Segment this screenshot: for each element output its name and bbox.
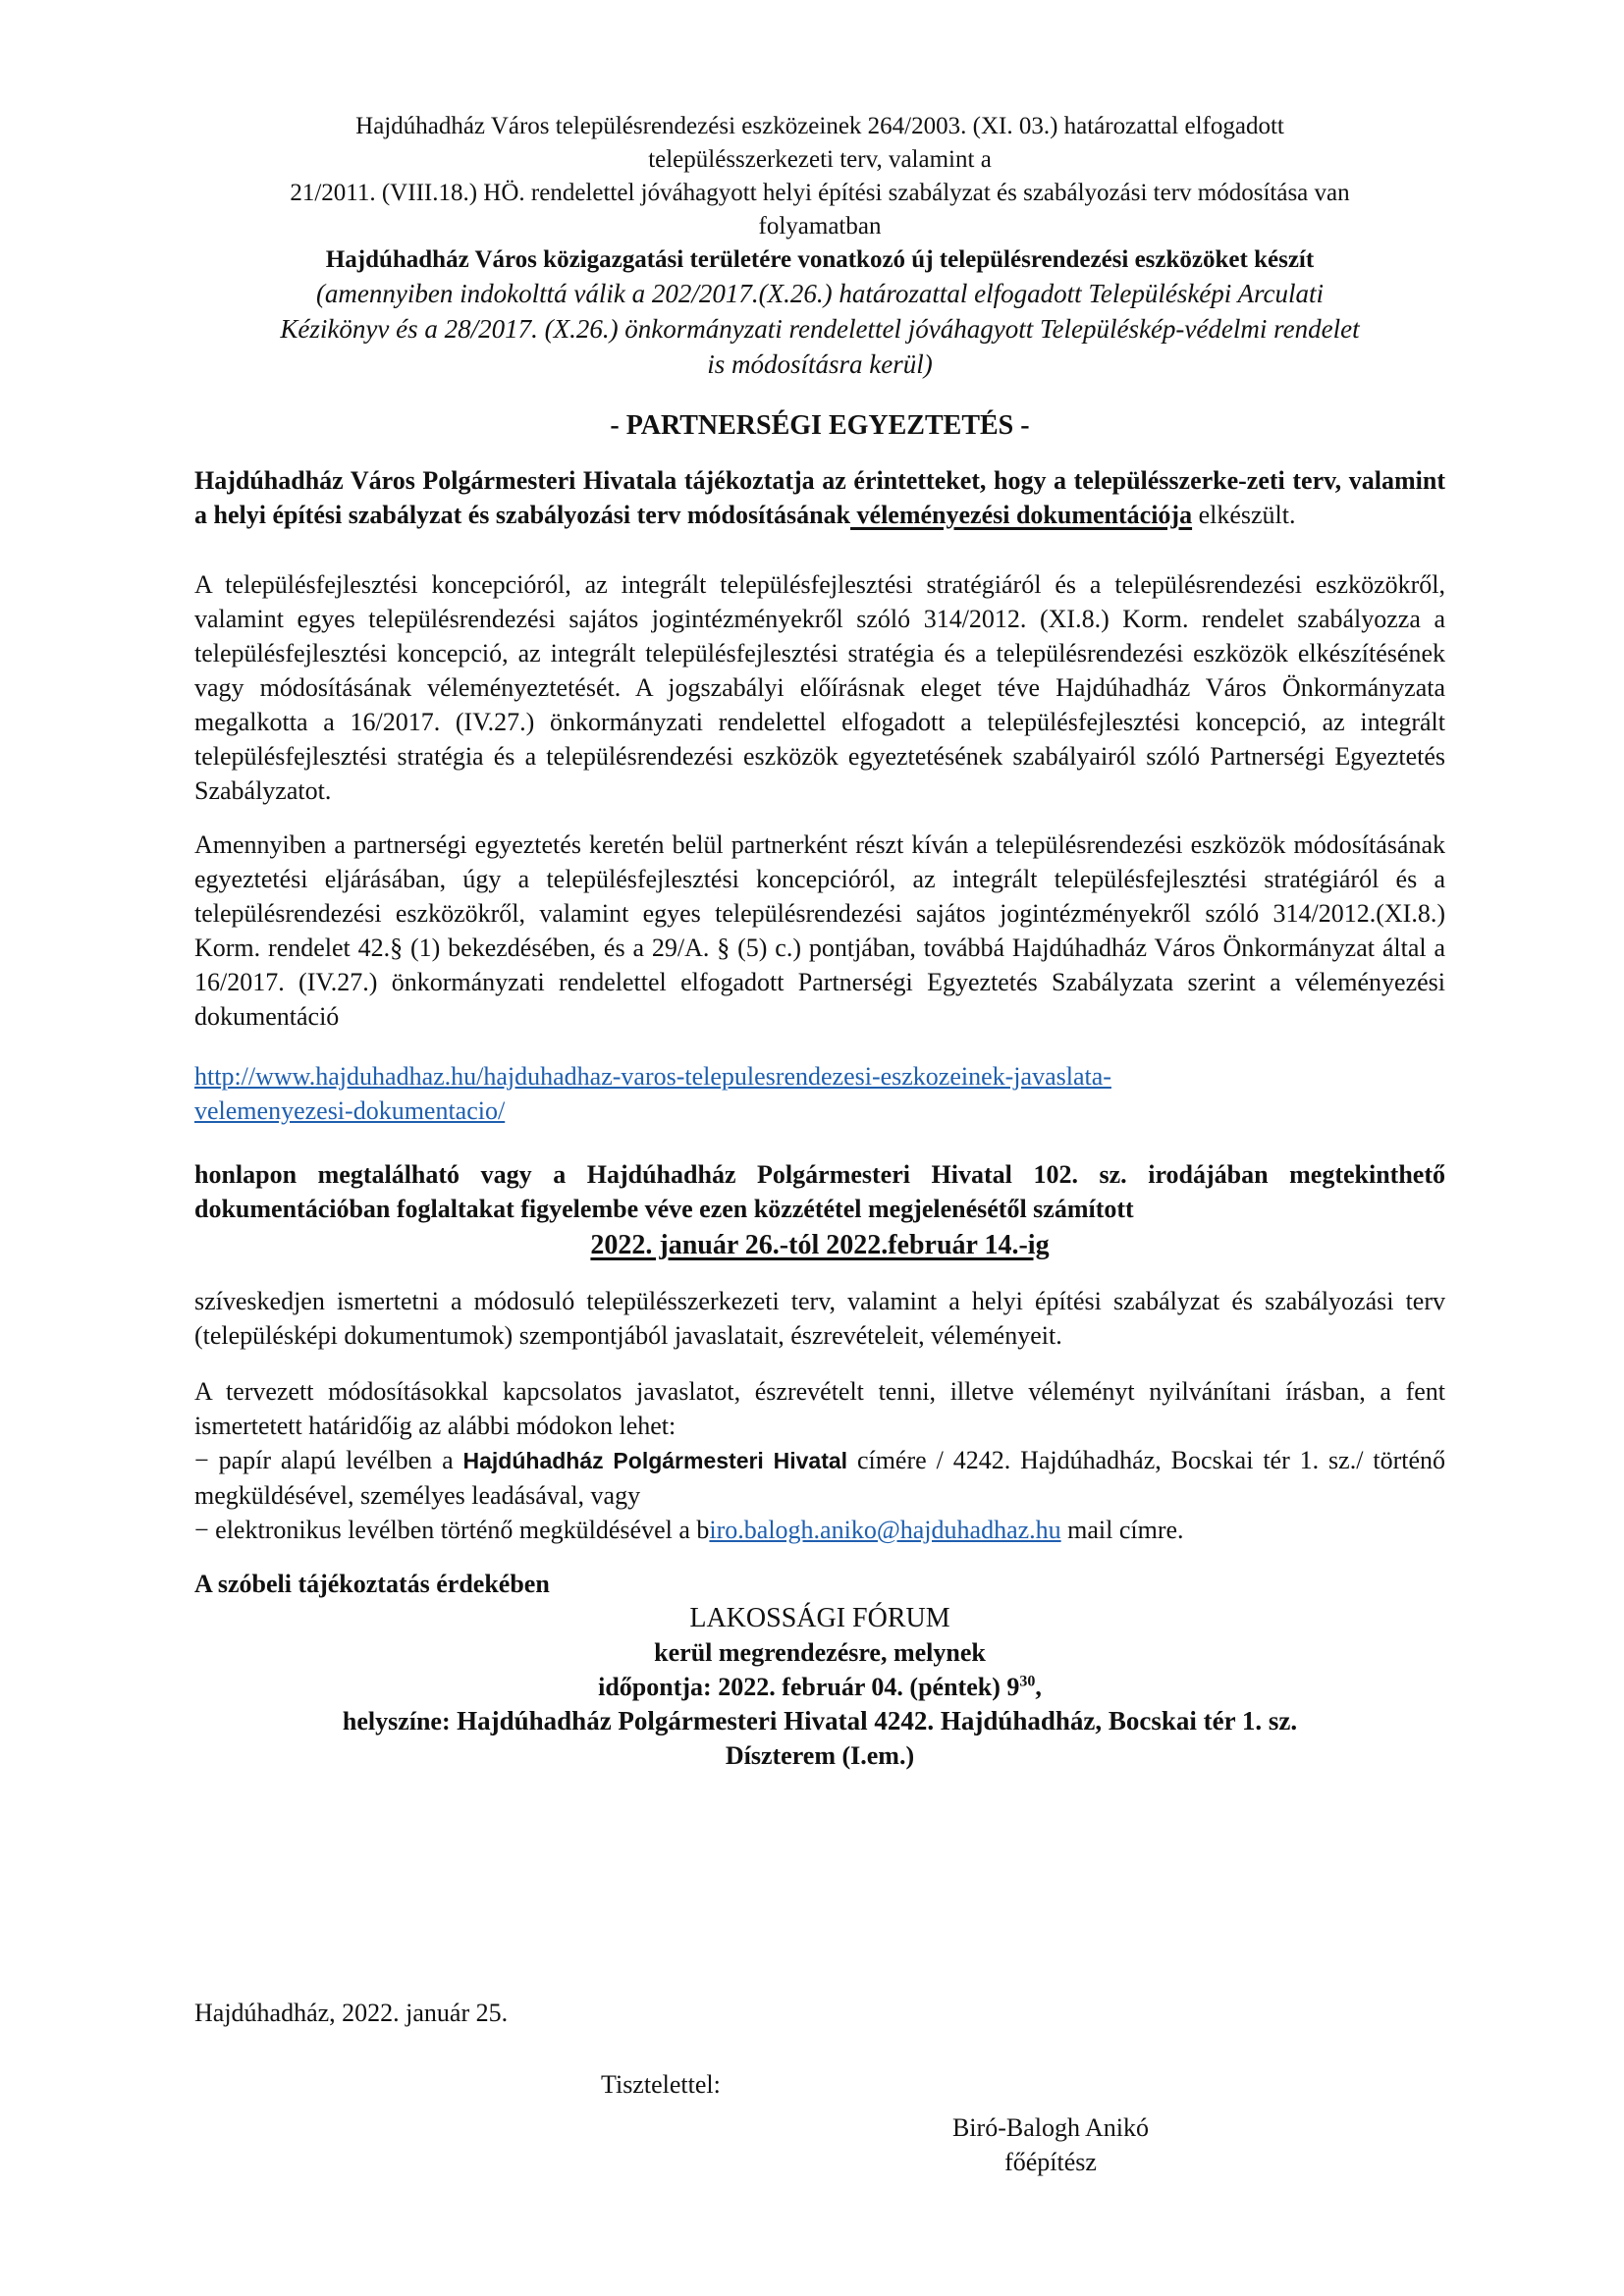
- documentation-link-line-2[interactable]: velemenyezesi-dokumentacio/: [194, 1096, 506, 1125]
- forum-time-minutes: 30: [1019, 1673, 1036, 1690]
- submission-item-paper: [194, 1443, 1445, 1513]
- forum-place-room: Díszterem (I.em.): [725, 1741, 915, 1770]
- document-title: - PARTNERSÉGI EGYEZTETÉS -: [610, 410, 1030, 441]
- submission-item-paper-post: címére / 4242. Hajdúhadház, Bocskai tér 1. sz./ történő megküldésével, személyes leadásával, vagy: [194, 1446, 1445, 1510]
- signature-block: [943, 2110, 1159, 2179]
- header-italic-line-3: is módosításra kerül): [707, 349, 933, 379]
- paragraph-availability: honlapon megtalálható vagy a Hajdúhadház Polgármesteri Hivatal 102. sz. irodájában megtekinthető dokumentációban foglaltakat figyelembe véve ezen közzététel megjelenésétől számított: [194, 1160, 1445, 1223]
- forum-time-tail: ,: [1035, 1673, 1042, 1701]
- header-line-4: folyamatban: [758, 213, 882, 240]
- intro-tail: elkészült.: [1192, 501, 1296, 529]
- intro-underlined-text: véleményezési dokumentációja: [850, 501, 1193, 529]
- header-line-2: településszerkezeti terv, valamint a: [648, 146, 992, 173]
- documentation-link-line-1[interactable]: http://www.hajduhadhaz.hu/hajduhadhaz-varos-telepulesrendezesi-eszkozeinek-javaslata-: [194, 1062, 1111, 1091]
- forum-time-text: időpontja: 2022. február 04. (péntek) 9: [598, 1673, 1020, 1701]
- document-page: [194, 110, 1445, 1773]
- intro-paragraph: [194, 463, 1445, 532]
- signer-name: Biró-Balogh Anikó: [951, 2113, 1150, 2142]
- paragraph-partnership: Amennyiben a partnerségi egyeztetés keretén belül partnerként részt kíván a településrendezési eszközök módosításának egyeztetési eljárásában, úgy a településfejlesztési koncepcióról, az integrált településfejlesztési stratégiáról és a településrendezési eszközökről, valamint egyes településrendezési sajátos jogintézményekről szóló 314/2012.(XI.8.) Korm. rendelet 42.§ (1) bekezdésében, és a 29/A. § (5) c.) pontjában, továbbá Hajdúhadház Város Önkormányzat által a 16/2017. (IV.27.) önkormányzati rendelettel elfogadott Partnerségi Egyeztetés Szabályzata szerint a véleményezési dokumentáció: [194, 830, 1445, 1031]
- forum-title: LAKOSSÁGI FÓRUM: [689, 1603, 950, 1633]
- header-line-3: 21/2011. (VIII.18.) HÖ. rendelettel jóváhagyott helyi építési szabályzat és szabályozási terv módosítása van: [290, 180, 1350, 206]
- header-italic-line-2: Kézikönyv és a 28/2017. (X.26.) önkormányzati rendelettel jóváhagyott Településkép-védelmi rendelet: [280, 314, 1360, 344]
- forum-lead: A szóbeli tájékoztatás érdekében: [194, 1570, 550, 1598]
- forum-time: [194, 1670, 1445, 1704]
- paragraph-legal-basis: A településfejlesztési koncepcióról, az integrált településfejlesztési stratégiáról és a településrendezési eszközökről, valamint egyes településrendezési sajátos jogintézményekről szóló 314/2012. (XI.8.) Korm. rendelet szabályozza a településfejlesztési koncepció, az integrált településfejlesztési stratégia és a településrendezési eszközök elkészítésének vagy módosításának véleményeztetését. A jogszabályi előírásnak eleget téve Hajdúhadház Város Önkormányzata megalkotta a 16/2017. (IV.27.) önkormányzati rendelettel elfogadott a településfejlesztési koncepció, az integrált településfejlesztési stratégia és a településrendezési eszközök egyeztetésének szabályairól szóló Partnerségi Egyeztetés Szabályzatot.: [194, 570, 1445, 805]
- documentation-link-block: [194, 1059, 1445, 1128]
- document-header: [194, 110, 1445, 383]
- intro-text: Hajdúhadház Város Polgármesteri Hivatala tájékoztatja az érintetteket, hogy a településszerke-zeti terv, valamint a helyi építési szabályzat és szabályozási terv módosításának: [194, 466, 1445, 529]
- office-name: Hajdúhadház Polgármesteri Hivatal: [462, 1448, 848, 1473]
- documentation-link[interactable]: [194, 1062, 1111, 1125]
- submission-intro: A tervezett módosításokkal kapcsolatos javaslatot, észrevételt tenni, illetve véleményt nyilvánítani írásban, a fent ismertetett határidőig az alábbi módokon lehet:: [194, 1377, 1445, 1440]
- submission-item-email: [194, 1513, 1445, 1547]
- paragraph-submission: [194, 1374, 1445, 1547]
- email-link[interactable]: iro.balogh.aniko@hajduhadhaz.hu: [709, 1516, 1061, 1544]
- deadline: [194, 1228, 1445, 1262]
- forum-place-address: Hajdúhadház Polgármesteri Hivatal 4242. Hajdúhadház, Bocskai tér 1. sz.: [457, 1706, 1298, 1735]
- submission-item-email-post: mail címre.: [1060, 1516, 1184, 1544]
- submission-item-email-pre: − elektronikus levélben történő megküldésével a b: [194, 1516, 710, 1544]
- forum-block: [194, 1567, 1445, 1773]
- closing-greeting: Tisztelettel:: [601, 2070, 721, 2099]
- signer-title: főépítész: [1004, 2148, 1097, 2176]
- submission-item-paper-pre: − papír alapú levélben a: [194, 1446, 463, 1474]
- header-line-1: Hajdúhadház Város településrendezési eszközeinek 264/2003. (XI. 03.) határozattal elfogadott: [355, 113, 1284, 139]
- header-bold-line: Hajdúhadház Város közigazgatási területére vonatkozó új településrendezési eszközöket készít: [325, 246, 1315, 273]
- forum-line-2: kerül megrendezésre, melynek: [654, 1638, 986, 1667]
- forum-place: [194, 1704, 1445, 1738]
- forum-place-label: helyszíne:: [342, 1707, 458, 1735]
- header-italic-line-1: (amennyiben indokolttá válik a 202/2017.(X.26.) határozattal elfogadott Településképi Arculati: [315, 279, 1325, 308]
- paragraph-request: szíveskedjen ismertetni a módosuló településszerkezeti terv, valamint a helyi építési szabályzat és szabályozási terv (településképi dokumentumok) szempontjából javaslatait, észrevételeit, véleményeit.: [194, 1287, 1445, 1350]
- deadline-text: 2022. január 26.-tól 2022.február 14.-ig: [590, 1230, 1050, 1260]
- closing-date: Hajdúhadház, 2022. január 25.: [194, 1999, 509, 2027]
